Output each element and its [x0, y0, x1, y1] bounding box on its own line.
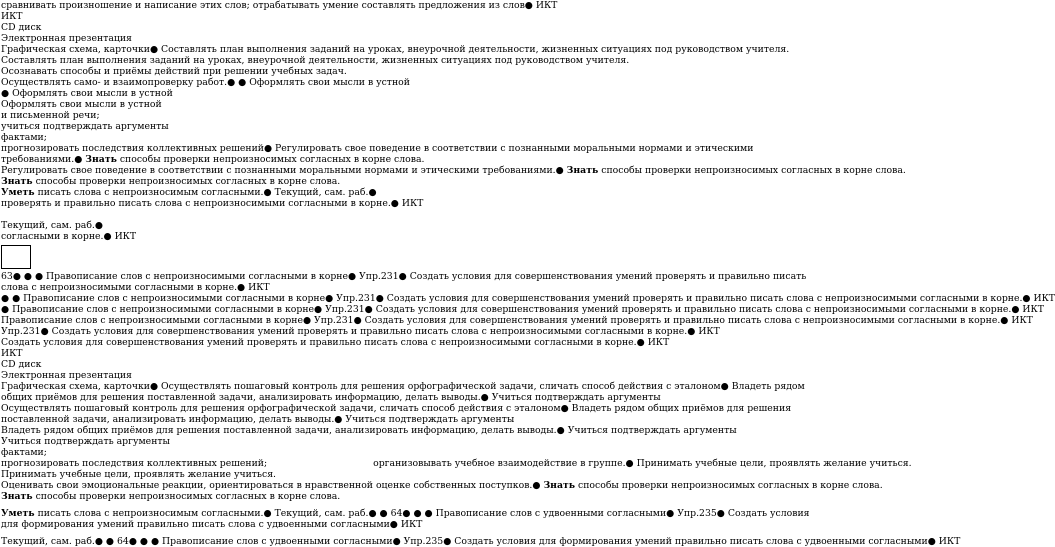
text-line: ● Оформлять свои мысли в устной — [1, 88, 173, 99]
text-line: Текущий, сам. раб.● ● 64● ● ● Правописание слов с удвоенными согласными● Упр.235● Создать условия для формирования умений правильно писать слова с удвоенными согласными● ИКТ — [1, 536, 961, 547]
bold-text: Уметь — [1, 508, 35, 519]
text-line: и письменной речи; — [1, 110, 100, 121]
text-line — [0, 480, 883, 491]
bold-text: Знать — [566, 165, 599, 176]
text-run: способы проверки непроизносимых согласных в корне слова. — [32, 491, 341, 502]
text-line: Осознавать способы и приёмы действий при решении учебных задач. — [1, 66, 347, 77]
text-line: Электронная презентация — [1, 33, 132, 44]
text-line: Текущий, сам. раб.● — [1, 220, 103, 231]
text-run: организовывать учебное взаимодействие в группе.● Принимать учебные цели, проявлять желание учиться. — [373, 458, 912, 469]
empty-cell-box — [1, 245, 31, 269]
text-run: способы проверки непроизносимых согласных в корне слова. — [32, 176, 341, 187]
text-line: Создать условия для совершенствования умений проверять и правильно писать слова с непроизносимыми согласными в корне.● ИКТ — [1, 337, 670, 348]
text-run: прогнозировать последствия коллективных решений● Регулировать свое поведение в соответствии с познанными моральными нормами и этическими требованиями.● — [1, 143, 754, 165]
text-run: Регулировать свое поведение в соответствии с познанными моральными нормами и этическими требованиями.● — [1, 165, 567, 176]
text-line: согласными в корне.● ИКТ — [1, 231, 137, 242]
text-paragraph: 63● ● ● Правописание слов с непроизносимыми согласными в корне● Упр.231● Создать условия для совершенствования умений проверять и правильно писать слова с непроизносимыми согласными в корне.● ИКТ — [1, 271, 807, 293]
text-run: способы проверки непроизносимых согласных в корне слова. — [598, 165, 906, 176]
text-line: CD диск — [1, 359, 42, 370]
text-line — [0, 165, 906, 176]
text-run: писать слова с непроизносимым согласными.● Текущий, сам. раб.● — [34, 187, 377, 198]
text-line — [0, 491, 816, 502]
text-run: прогнозировать последствия коллективных решений; — [1, 458, 268, 469]
text-paragraph — [0, 508, 816, 530]
text-paragraph — [0, 143, 816, 165]
text-run: Оценивать свои эмоциональные реакции, ориентироваться в нравственной оценке собственных поступков.● — [1, 480, 544, 491]
text-line: фактами; — [1, 447, 47, 458]
text-line: Осуществлять само- и взаимопроверку работ.● ● Оформлять свои мысли в устной — [1, 77, 410, 88]
text-line: учиться подтверждать аргументы — [1, 121, 169, 132]
text-paragraph: Графическая схема, карточки● Осуществлять пошаговый контроль для решения орфографической задачи, сличать способ действия с эталоном● Владеть рядом общих приёмов для решения поставленной задачи, анализировать информацию, делать выводы.● Учиться подтверждать аргументы — [1, 381, 805, 403]
text-line: ИКТ — [1, 348, 23, 359]
text-line: проверять и правильно писать слова с непроизносимыми согласными в корне.● ИКТ — [1, 198, 424, 209]
text-line — [0, 458, 912, 469]
text-line — [0, 187, 816, 198]
bold-text: Знать — [543, 480, 576, 491]
text-line: Упр.231● Создать условия для совершенствования умений проверять и правильно писать слова с непроизносимыми согласными в корне.● ИКТ — [1, 326, 720, 337]
text-line: CD диск — [1, 22, 42, 33]
text-line: Правописание слов с непроизносимыми согласными в корне● Упр.231● Создать условия для совершенствования умений проверять и правильно писать слова с непроизносимыми согласными в корне.● ИКТ — [1, 315, 1033, 326]
text-line: Владеть рядом общих приёмов для решения поставленной задачи, анализировать информацию, делать выводы.● Учиться подтверждать аргументы — [1, 425, 737, 436]
text-line: Оформлять свои мысли в устной — [1, 99, 162, 110]
bold-text: Знать — [1, 176, 33, 187]
text-paragraph: Осуществлять пошаговый контроль для решения орфографической задачи, сличать способ действия с эталоном● Владеть рядом общих приёмов для решения поставленной задачи, анализировать информацию, делать выводы.● Учиться подтверждать аргументы — [1, 403, 792, 425]
spacer — [0, 209, 816, 220]
text-line: Принимать учебные цели, проявлять желание учиться. — [1, 469, 277, 480]
bold-text: Знать — [85, 154, 117, 165]
text-line: ● Правописание слов с непроизносимыми согласными в корне● Упр.231● Создать условия для совершенствования умений проверять и правильно писать слова с непроизносимыми согласными в корне.● ИКТ — [1, 304, 1044, 315]
text-line: сравнивать произношение и написание этих слов; отрабатывать умение составлять предложения из слов● ИКТ — [1, 0, 558, 11]
text-run: способы проверки непроизносимых согласных в корне слова. — [575, 480, 883, 491]
text-line: фактами; — [1, 132, 47, 143]
text-line: Составлять план выполнения заданий на уроках, внеурочной деятельности, жизненных ситуациях под руководством учителя. — [1, 55, 630, 66]
text-run: способы проверки непроизносимых согласных в корне слова. — [116, 154, 425, 165]
text-line: ИКТ — [1, 11, 23, 22]
text-run: писать слова с непроизносимым согласными.● Текущий, сам. раб.● ● 64● ● ● Правописание слов с удвоенными согласными● Упр.235● Создать условия для формирования умений правильно писать слова с удвоенными согласными● ИКТ — [1, 508, 810, 530]
text-line: Графическая схема, карточки● Составлять план выполнения заданий на уроках, внеурочной деятельности, жизненных ситуациях под руководством учителя. — [1, 44, 790, 55]
text-line — [0, 176, 816, 187]
bold-text: Знать — [1, 491, 33, 502]
text-line: Учиться подтверждать аргументы — [1, 436, 170, 447]
text-line: Электронная презентация — [1, 370, 132, 381]
text-line: ● ● Правописание слов с непроизносимыми согласными в корне● Упр.231● Создать условия для совершенствования умений проверять и правильно писать слова с непроизносимыми согласными в корне.● ИКТ — [1, 293, 1055, 304]
bold-text: Уметь — [1, 187, 35, 198]
